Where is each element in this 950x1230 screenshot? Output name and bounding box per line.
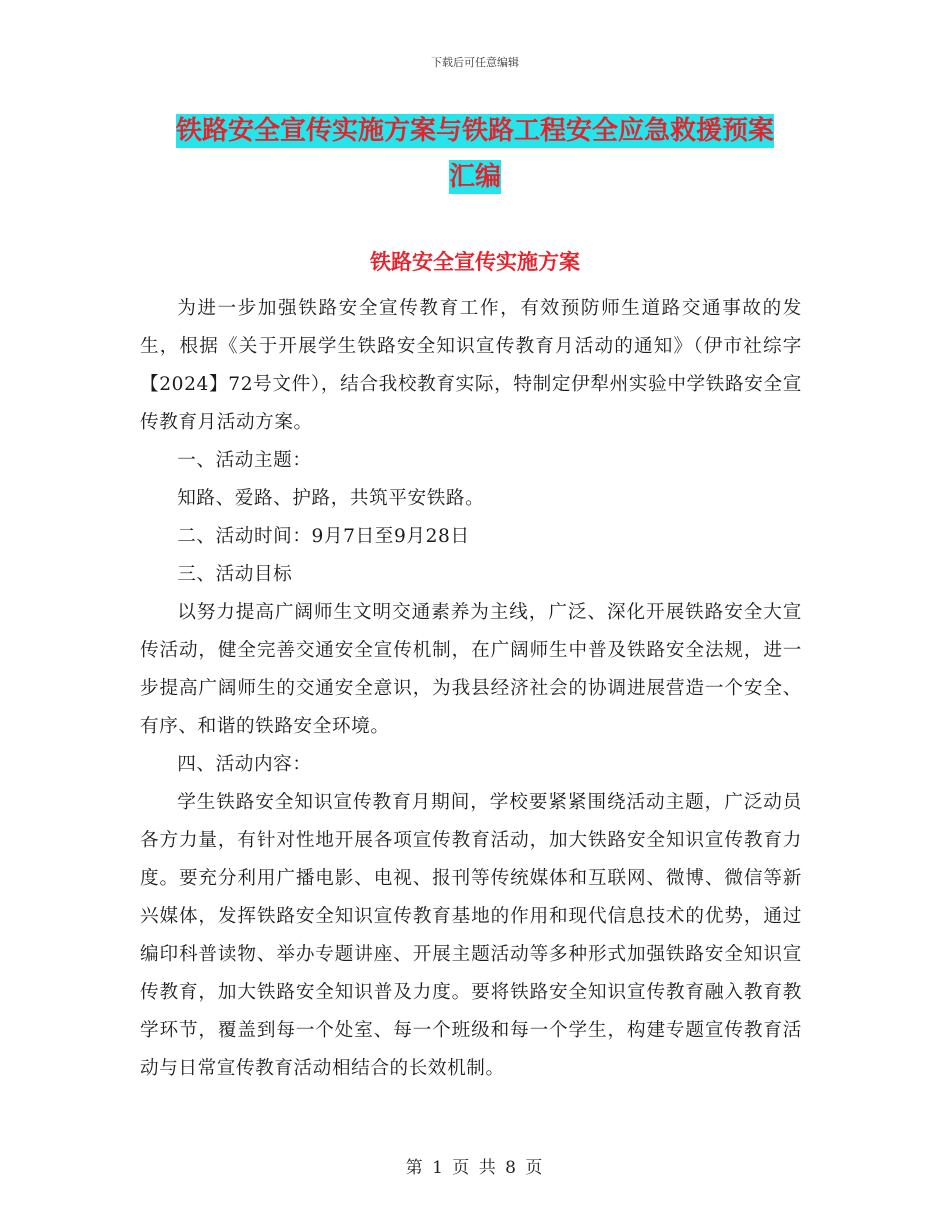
heading-activity-goal: 三、活动目标 — [177, 564, 293, 585]
document-title-line-2: 汇编 — [448, 162, 501, 192]
page-number: 第 1 页 共 8 页 — [405, 1158, 545, 1178]
paragraph-theme: 知路、爱路、护路，共筑平安铁路。 — [177, 488, 485, 509]
paragraph-goal: 以努力提高广阔师生文明交通素养为主线，广泛、深化开展铁路安全大宣传活动，健全完善交通安全宣传机制，在广阔师生中普及铁路安全法规，进一步提高广阔师生的交通安全意识，为我县经济社会的协调进展营造一个安全、有序、和谐的铁路安全环境。 — [140, 602, 802, 737]
document-title — [140, 108, 810, 200]
paragraph-content: 学生铁路安全知识宣传教育月期间，学校要紧紧围绕活动主题，广泛动员各方力量，有针对性地开展各项宣传教育活动，加大铁路安全知识宣传教育力度。要充分利用广播电影、电视、报刊等传统媒体和互联网、微博、微信等新兴媒体，发挥铁路安全知识宣传教育基地的作用和现代信息技术的优势，通过编印科普读物、举办专题讲座、开展主题活动等多种形式加强铁路安全知识宣传教育，加大铁路安全知识普及力度。要将铁路安全知识宣传教育融入教育教学环节，覆盖到每一个处室、每一个班级和每一个学生，构建专题宣传教育活动与日常宣传教育活动相结合的长效机制。 — [140, 792, 802, 1079]
section-title: 铁路安全宣传实施方案 — [370, 250, 580, 274]
paragraph-intro: 为进一步加强铁路安全宣传教育工作，有效预防师生道路交通事故的发生，根据《关于开展学生铁路安全知识宣传教育月活动的通知》（伊市社综字【2024】72号文件），结合我校教育实际，特制定伊犁州实验中学铁路安全宣传教育月活动方案。 — [140, 298, 802, 433]
header-note: 下载后可任意编辑 — [431, 56, 519, 69]
document-title-line-1: 铁路安全宣传实施方案与铁路工程安全应急救援预案 — [175, 116, 774, 146]
heading-activity-theme: 一、活动主题： — [177, 450, 312, 471]
heading-activity-content: 四、活动内容： — [177, 754, 312, 775]
heading-activity-time: 二、活动时间：9月7日至9月28日 — [177, 526, 470, 547]
document-body — [140, 290, 802, 1088]
